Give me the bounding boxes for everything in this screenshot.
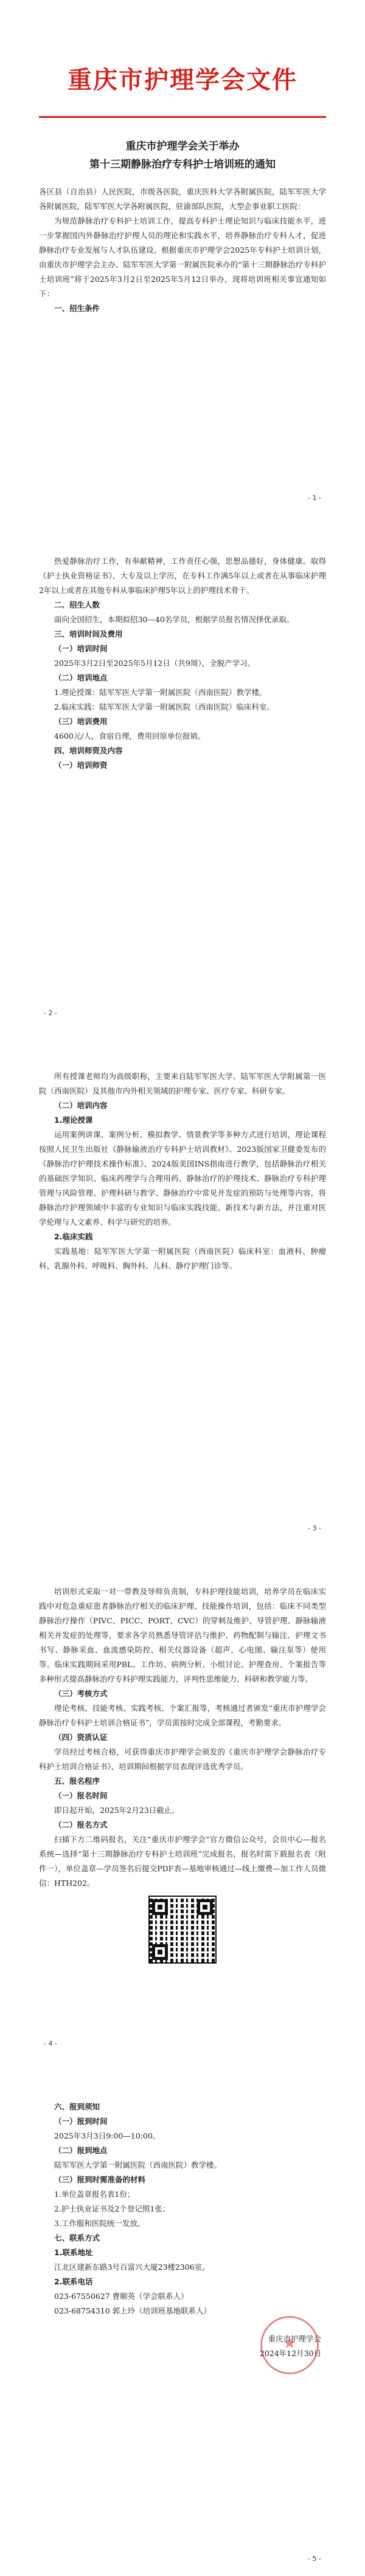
section-6-2-text: 陆军军医大学第一附属医院（西南医院）教学楼。 xyxy=(54,2160,222,2170)
section-2-text: 面向全国招生，本期拟招30—40名学员，根据学员报名情况择优录取。 xyxy=(54,615,294,624)
section-1-title: 一、招生条件 xyxy=(54,304,100,313)
section-6-3-title: （三）报到时需准备的材料 xyxy=(54,2175,146,2184)
section-4-1-text: 所有授课老师均为高级职称，主要来自陆军军医大学、陆军军医大学附属第一医院（西南医院）及其他市内外相关领域的护理专家、医疗专家、科研专家。 xyxy=(39,1072,326,1095)
section-4-2-title: （二）培训内容 xyxy=(54,1101,108,1110)
section-4-title: 四、培训师资及内容 xyxy=(54,746,123,755)
notice-title-line-2: 第十三期静脉治疗专科护士培训班的通知 xyxy=(89,159,276,171)
page-number: - 4 - xyxy=(44,2040,57,2047)
section-7-title: 七、联系方式 xyxy=(54,2233,100,2242)
section-6-title: 六、报到须知 xyxy=(54,2102,100,2111)
page-2 xyxy=(0,515,365,1030)
official-seal-icon xyxy=(260,2316,319,2374)
section-3-2-title: （二）培训地点 xyxy=(54,673,108,682)
section-6-3-item-1: 1.单位盖章报名表1份； xyxy=(54,2190,135,2199)
section-4-2-2-text: 实践基地：陆军军医大学第一附属医院（西南医院）临床科室：血液科、肿瘤科、乳腺外科、呼吸科、胸外科、儿科、静疗护理门诊等。 xyxy=(39,1247,326,1270)
page-3 xyxy=(0,1030,365,1546)
section-3-1-text: 2025年3月2日至2025年5月12日（共9周），全脱产学习。 xyxy=(54,659,255,668)
section-4-2-1-title: 1.理论授课 xyxy=(54,1115,93,1125)
contact-phone-2: 023-68754310 郭上玲（培训班基地联系人） xyxy=(54,2306,212,2315)
section-5-title: 五、报名程序 xyxy=(54,1776,100,1786)
page-number: - 2 - xyxy=(44,1009,57,1017)
contact-address: 江北区建新东路3号百富兴大厦23楼2306室。 xyxy=(54,2263,210,2272)
page-4 xyxy=(0,1546,365,2061)
section-3-2-item-2: 2.临床实践：陆军军医大学第一附属医院（西南医院）临床科室。 xyxy=(54,702,274,711)
signing-organization: 重庆市护理学会 xyxy=(268,2334,321,2343)
registration-qr-code[interactable] xyxy=(148,1896,217,1964)
section-4-2-2-title: 2.临床实践 xyxy=(54,1232,93,1241)
section-6-1-title: （一）报到时间 xyxy=(54,2117,108,2126)
page-1 xyxy=(0,0,365,515)
section-3-2-item-1: 1.理论授课：陆军军医大学第一附属医院（西南医院）教学楼。 xyxy=(54,688,267,697)
section-5-2-text: 扫描下方二维码报名，关注“重庆市护理学会”官方微信公众号，会员中心—报名系统—选择“第十三期静脉治疗专科护士培训班”完成报名，报名时需下载报名表（附件一），单位盖章—学员签名后提交PDF表—基地审核通过—线上缴费—加工作人员微信：HTH202。 xyxy=(39,1835,326,1888)
section-4-4-text: 学员经过考核合格，可获得重庆市护理学会颁发的《重庆市护理学会静脉治疗专科护士培训合格证书》，培训期间根据学员表现评选优秀学员。 xyxy=(39,1747,326,1771)
page-number: - 5 - xyxy=(308,2555,321,2563)
section-7-1-title: 1.联系地址 xyxy=(54,2248,93,2257)
page-number: - 1 - xyxy=(308,494,321,502)
contact-phone-1: 023-67550627 曹顺英（学会联系人） xyxy=(54,2292,189,2301)
section-4-3-text: 理论考核、技能考核、实践考核、个案汇报等，考核通过者颁发“重庆市护理学会静脉治疗专科护士培训合格证书”，学员需按时完成全部课程，考勤要求。 xyxy=(39,1704,326,1727)
section-7-2-title: 2.联系电话 xyxy=(54,2277,93,2286)
section-2-title: 二、招生人数 xyxy=(54,600,100,609)
section-1-text: 热爱静脉治疗工作，有奉献精神，工作责任心强，思想品德好，身体健康。取得《护士执业资格证书》，大专及以上学历，在专科工作满5年以上或者在从事临床护理2年以上或者在其他专科从事临床护理5年以上的护理技术骨干。 xyxy=(39,557,326,595)
section-4-1-title: （一）培训师资 xyxy=(54,761,108,770)
recipients: 各区县（自治县）人民医院，市级各医院，重庆医科大学各附属医院，陆军军医大学各附属医院，陆军军医大学各附属医院，驻渝部队医院，大型企事业职工医院： xyxy=(39,187,326,211)
section-6-1-text: 2025年3月3日9:00—10:00。 xyxy=(54,2131,161,2140)
section-5-1-title: （一）报名时间 xyxy=(54,1791,108,1800)
section-3-title: 三、培训时间及费用 xyxy=(54,629,123,639)
section-3-3-title: （三）培训费用 xyxy=(54,717,108,726)
page-5 xyxy=(0,2061,365,2576)
section-5-2-title: （二）报名方式 xyxy=(54,1820,108,1829)
signature-block xyxy=(39,2332,326,2361)
section-3-3-text: 4600元/人，食宿自理，费用回原单位报销。 xyxy=(54,731,206,741)
section-6-3-item-2: 2.护士执业证书及2个登记照1张； xyxy=(54,2204,170,2213)
signing-date: 2024年12月30日 xyxy=(259,2349,321,2358)
page-number: - 3 - xyxy=(308,1524,321,1532)
intro-paragraph: 为规范静脉治疗专科护士培训工作，提高专科护士理论知识与临床技能水平，进一步掌握国内外静脉治疗护理人员的理论和实践水平，培养静脉治疗专科人才，促进静脉治疗专业发展与人才队伍建设。根据重庆市护理学会2025年专科护士培训计划，由重庆市护理学会主办、陆军军医大学第一附属医院承办的“第十三期静脉治疗专科护士培训班”将于2025年3月2日至2025年5月12日举办，现将培训班相关事宜通知如下： xyxy=(39,216,326,298)
section-4-2-1-text: 运用案例讲课、案例分析、模拟教学、情景教学等多种方式进行培训，理论课程按照人民卫生出版社《静脉输液治疗专科护士培训教材》、2023版国家卫健委发布的《静脉治疗护理技术操作标准》、2024版美国INS指南进行教学，包括静脉治疗相关的基础医学知识、临床药理学与合理用药、静脉治疗的护理技术、静脉治疗专科护理管理与风险管理、护理科研与教学、静脉治疗中常见并发症的预防与处理等内容，将静脉治疗护理领域中丰富的专业知识与临床实践技能、新技术与新方法，并注重对医学伦理与人文素养、科学与研究的培养。 xyxy=(39,1130,326,1227)
red-divider-line xyxy=(39,116,326,118)
notice-title-line-1: 重庆市护理学会关于举办 xyxy=(125,140,240,152)
section-4-4-title: （四）资质认证 xyxy=(54,1733,108,1742)
section-3-1-title: （一）培训时间 xyxy=(54,644,108,653)
document-header-title: 重庆市护理学会文件 xyxy=(68,66,297,94)
section-6-3-item-3: 3.工作服和医院统一发放。 xyxy=(54,2219,145,2228)
section-4-3-title: （三）考核方式 xyxy=(54,1689,108,1698)
section-4-2-2-text-2: 培训形式采取一对一带教及导师负责制，专科护理技能培训，培养学员在临床实践中对危急重症患者静脉治疗相关的临床护理、技能操作培训，包括：临床不同类型静脉治疗操作（PIVC、PICC、PORT、CVC）的穿刺及维护、导管护理、静脉输液相关并发症的处理等，要求各学员熟悉导管评估与维护、药物配制与输注、护理文书书写、静脉采血、血流感染防控、相关仪器设备（超声、心电图、输注泵等）使用等。临床实践期间采用PBL、工作坊、病例分析、小组讨论、护理查房、个案报告等多种形式提高静脉治疗专科护理实践能力，评判性思维能力、科研和教学能力等。 xyxy=(39,1587,326,1684)
section-6-2-title: （二）报到地点 xyxy=(54,2146,108,2155)
section-5-1-text: 即日起开始，2025年2月23日截止。 xyxy=(54,1806,179,1815)
